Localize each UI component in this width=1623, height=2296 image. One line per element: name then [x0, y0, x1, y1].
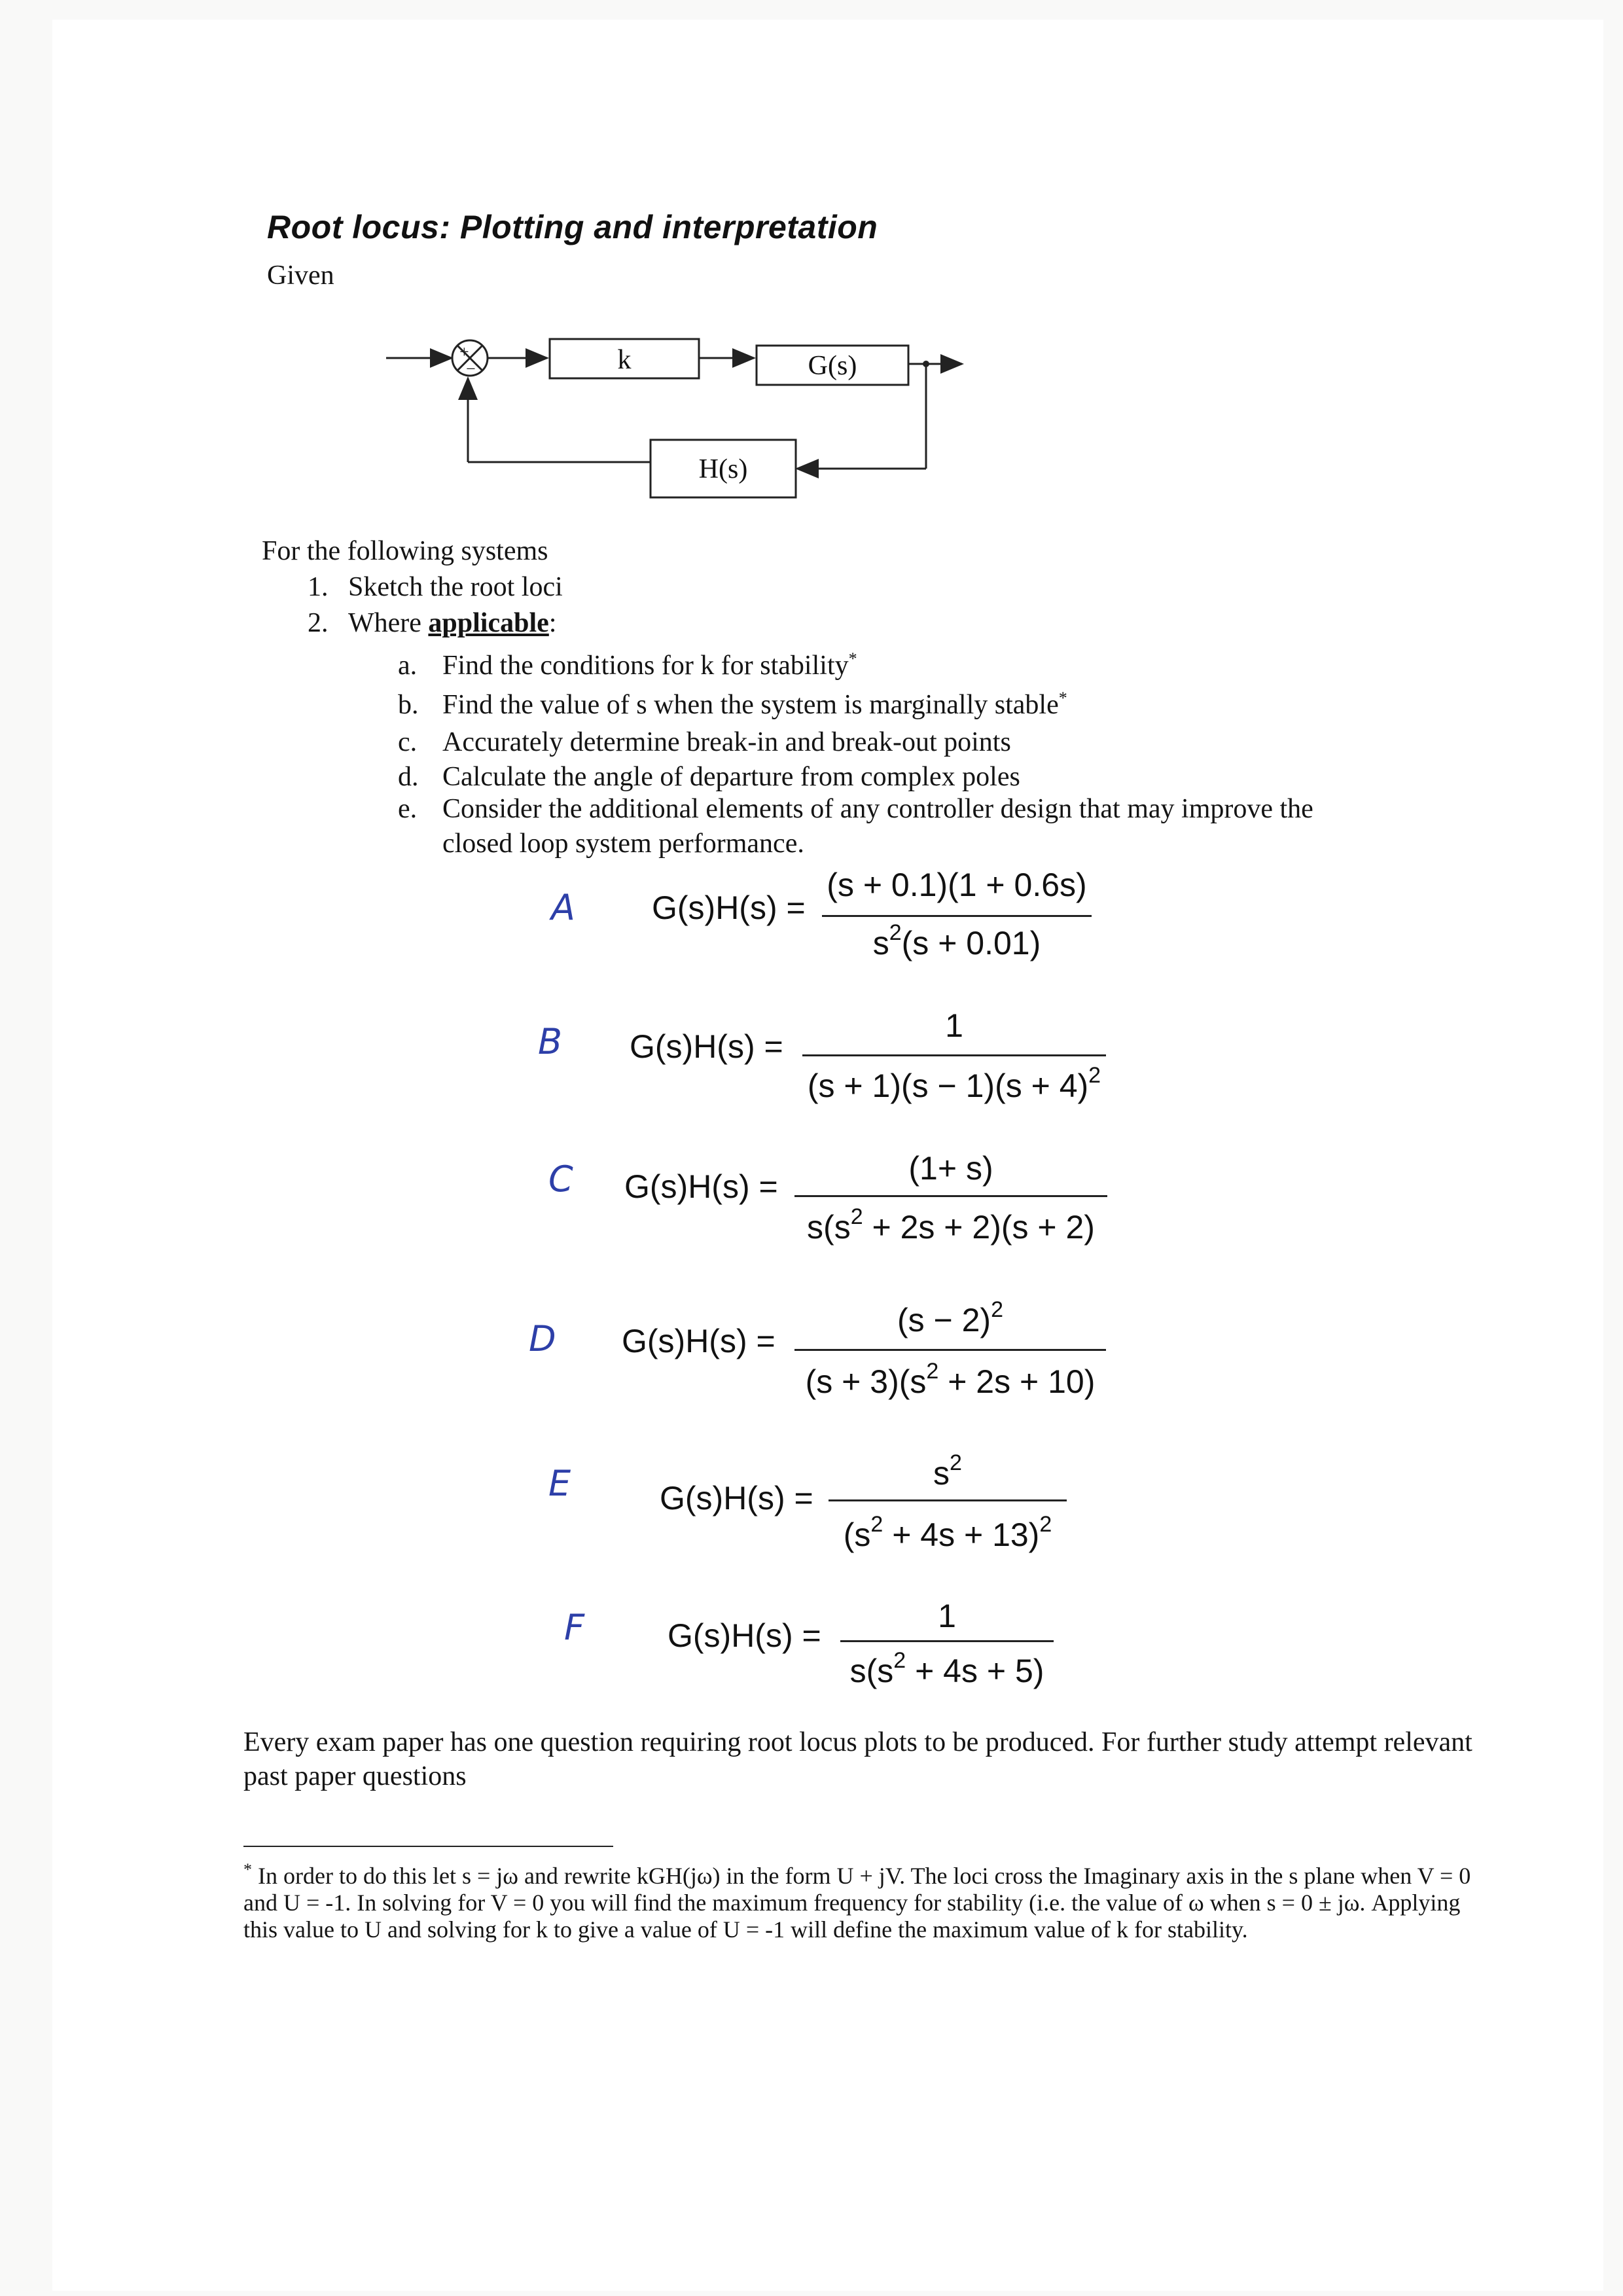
- equation-numerator: $s^2$: [933, 1450, 962, 1492]
- equation-label-f: F: [564, 1607, 585, 1648]
- equation-denominator: $s^2(s + 0.01)$: [872, 920, 1041, 961]
- fraction-bar: [794, 1195, 1107, 1197]
- sub-step-d: [398, 761, 1020, 793]
- fraction-bar: [802, 1054, 1106, 1056]
- sub-step-b: [398, 689, 1067, 721]
- equation-numerator: $(s - 2)^2$: [897, 1297, 1003, 1338]
- sub-step-text: Find the value of s when the system is marginally stable: [442, 690, 1059, 720]
- step-number: 2.: [308, 608, 329, 638]
- sub-step-letter: e.: [398, 794, 418, 824]
- equation-lhs: G(s)H(s) =: [652, 889, 806, 926]
- takeoff-dot: [923, 361, 929, 367]
- fraction-bar: [794, 1349, 1106, 1351]
- equation-label-b: B: [538, 1021, 563, 1062]
- footnote-text: In order to do this let s = jω and rewrite kGH(jω) in the form U + jV. The loci cross the Imaginary axis in the s plane when V = 0 and U = -1. In solving for V = 0 you will find the maximum frequency for stability (i.e. the value of ω when s = 0 ± jω. Applying this value to U and solving for k to give a value of U = -1 will define the maximum value of k for stability.: [243, 1863, 1471, 1943]
- equation-lhs: G(s)H(s) =: [624, 1168, 778, 1205]
- fraction-bar: [840, 1640, 1054, 1642]
- step-text: Where: [348, 608, 429, 638]
- intro-text: For the following systems: [262, 536, 548, 566]
- applicable-emphasis: applicable: [428, 608, 549, 638]
- footnote-divider: [243, 1846, 613, 1847]
- sub-step-letter: c.: [398, 727, 418, 757]
- fraction-bar: [822, 915, 1092, 917]
- equation-lhs: G(s)H(s) =: [630, 1028, 783, 1065]
- step-suffix: :: [548, 608, 557, 638]
- gain-block-label: k: [617, 345, 632, 375]
- equation-label-d: D: [529, 1318, 556, 1359]
- equation-lhs: G(s)H(s) =: [660, 1480, 813, 1516]
- sub-step-e-continued: [442, 828, 804, 859]
- sub-step-e: [398, 793, 1313, 825]
- footnote-marker: *: [848, 649, 857, 668]
- closing-paragraph: Every exam paper has one question requiring root locus plots to be produced. For further study attempt relevant past paper questions: [243, 1727, 1472, 1791]
- equation-denominator: $s(s^2 + 2s + 2)(s + 2)$: [807, 1204, 1095, 1246]
- sub-step-text: Consider the additional elements of any controller design that may improve the: [442, 794, 1313, 824]
- equation-numerator: 1: [945, 1007, 963, 1044]
- sub-step-letter: d.: [398, 762, 419, 792]
- equation-lhs: G(s)H(s) =: [668, 1617, 821, 1654]
- page-title: Root locus: Plotting and interpretation: [267, 209, 878, 245]
- sub-step-letter: a.: [398, 651, 418, 681]
- equation-label-a: A: [551, 887, 575, 928]
- equation-denominator: $(s^2 + 4s + 13)^2$: [843, 1512, 1052, 1553]
- fraction-bar: [829, 1499, 1067, 1501]
- equation-numerator: 1: [938, 1598, 956, 1634]
- step-1: [308, 571, 563, 603]
- sum-minus-sign: −: [466, 359, 476, 378]
- equation-label-e: E: [548, 1463, 571, 1504]
- sub-step-text: Accurately determine break-in and break-out points: [442, 727, 1011, 757]
- sub-step-text: closed loop system performance.: [442, 829, 804, 859]
- step-number: 1.: [308, 572, 329, 602]
- plant-block-label: G(s): [808, 351, 857, 381]
- footnote: [243, 1860, 1474, 1943]
- footnote-marker: *: [1058, 689, 1067, 708]
- given-label: Given: [267, 260, 334, 291]
- equation-lhs: G(s)H(s) =: [622, 1323, 776, 1359]
- feedback-block-label: H(s): [698, 454, 748, 484]
- sub-step-text: Find the conditions for k for stability: [442, 651, 849, 681]
- equation-numerator: (1+ s): [908, 1150, 993, 1187]
- sub-step-a: [398, 650, 857, 681]
- step-text: Sketch the root loci: [348, 572, 563, 602]
- equation-numerator: (s + 0.1)(1 + 0.6s): [827, 867, 1087, 903]
- sub-step-letter: b.: [398, 690, 419, 720]
- block-diagram: [366, 321, 982, 517]
- equation-label-c: C: [548, 1158, 573, 1200]
- footnote-star: *: [243, 1860, 252, 1879]
- equation-denominator: $s(s^2 + 4s + 5)$: [849, 1648, 1044, 1689]
- sum-plus-sign: +: [459, 342, 469, 361]
- sub-step-c: [398, 726, 1011, 758]
- step-2: [308, 607, 556, 639]
- equation-denominator: $(s + 3)(s^2 + 2s + 10)$: [805, 1359, 1096, 1400]
- equation-denominator: $(s + 1)(s - 1)(s + 4)^2$: [807, 1063, 1101, 1104]
- sub-step-text: Calculate the angle of departure from complex poles: [442, 762, 1020, 792]
